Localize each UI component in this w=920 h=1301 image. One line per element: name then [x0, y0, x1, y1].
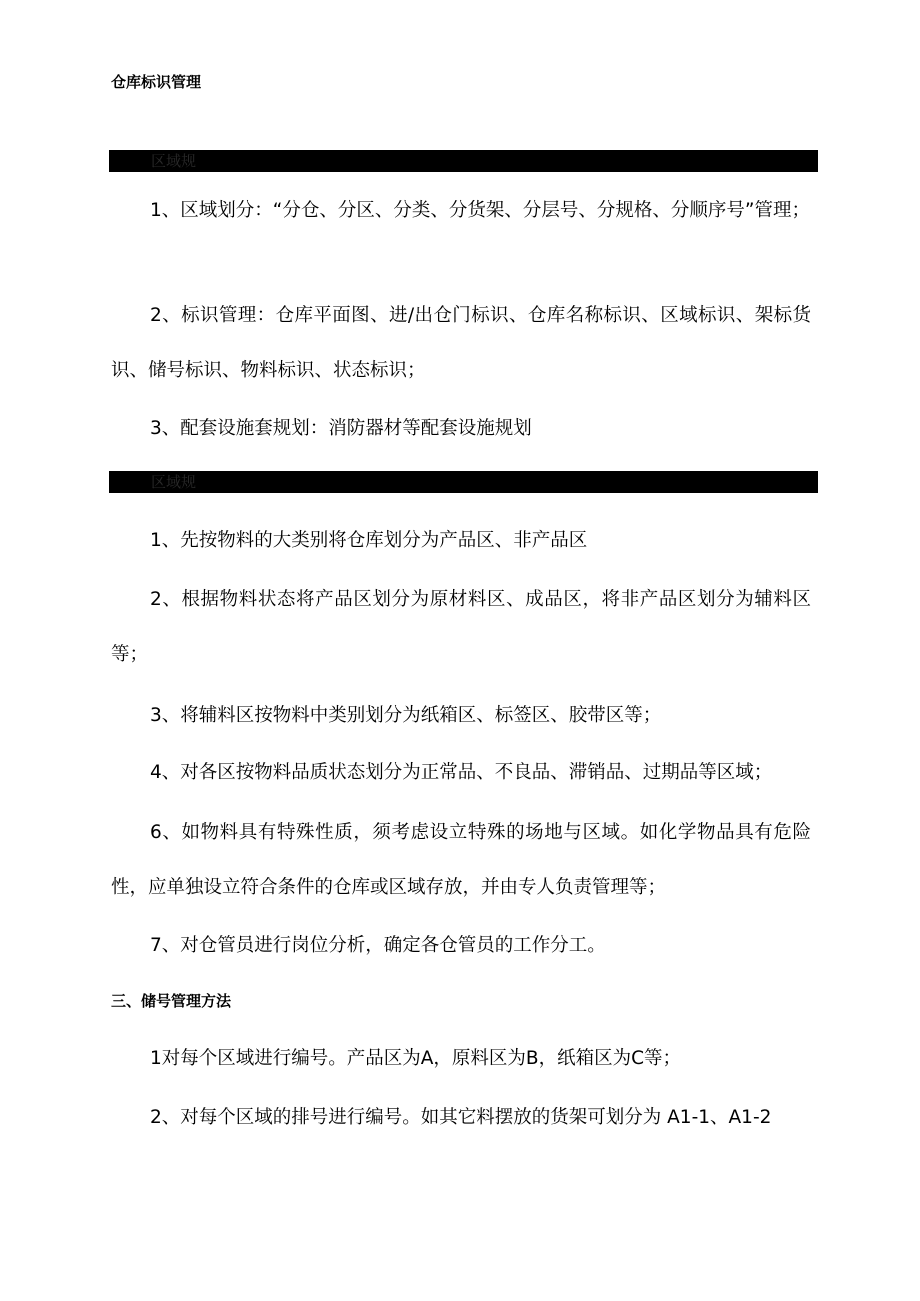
- section-bar-label: 区域规: [151, 152, 197, 170]
- division-item-6: 6、如物料具有特殊性质，须考虑设立特殊的场地与区域。如化学物品具有危险性，应单独设立符合条件的仓库或区域存放，并由专人负责管理等；: [111, 822, 811, 898]
- division-item-3: 3、将辅料区按物料中类别划分为纸箱区、标签区、胶带区等；: [150, 705, 662, 726]
- section-heading-storage-numbering: 三、储号管理方法: [111, 992, 232, 1010]
- division-item-2: 2、根据物料状态将产品区划分为原材料区、成品区，将非产品区划分为辅料区等；: [111, 589, 811, 665]
- division-item-7: 7、对仓管员进行岗位分析，确定各仓管员的工作分工。: [150, 935, 606, 956]
- section-bar-zone-planning: [109, 150, 818, 172]
- zone-item-3: 3、配套设施套规划：消防器材等配套设施规划: [150, 418, 532, 439]
- section-bar-zone-division: [109, 471, 818, 493]
- document-title: 仓库标识管理: [111, 73, 202, 91]
- numbering-item-2: 2、对每个区域的排号进行编号。如其它料摆放的货架可划分为 A1-1、A1-2: [150, 1107, 772, 1128]
- section-bar-label: 区域规: [151, 473, 197, 491]
- division-item-4: 4、对各区按物料品质状态划分为正常品、不良品、滞销品、过期品等区域；: [150, 762, 773, 783]
- zone-item-2: 2、标识管理：仓库平面图、进/出仓门标识、仓库名称标识、区域标识、架标货识、储号标识、物料标识、状态标识；: [111, 305, 811, 381]
- zone-item-1: 1、区域划分：“分仓、分区、分类、分货架、分层号、分规格、分顺序号”管理；: [150, 200, 810, 221]
- numbering-item-1: 1对每个区域进行编号。产品区为A，原料区为B，纸箱区为C等；: [150, 1048, 682, 1069]
- division-item-1: 1、先按物料的大类别将仓库划分为产品区、非产品区: [150, 530, 588, 551]
